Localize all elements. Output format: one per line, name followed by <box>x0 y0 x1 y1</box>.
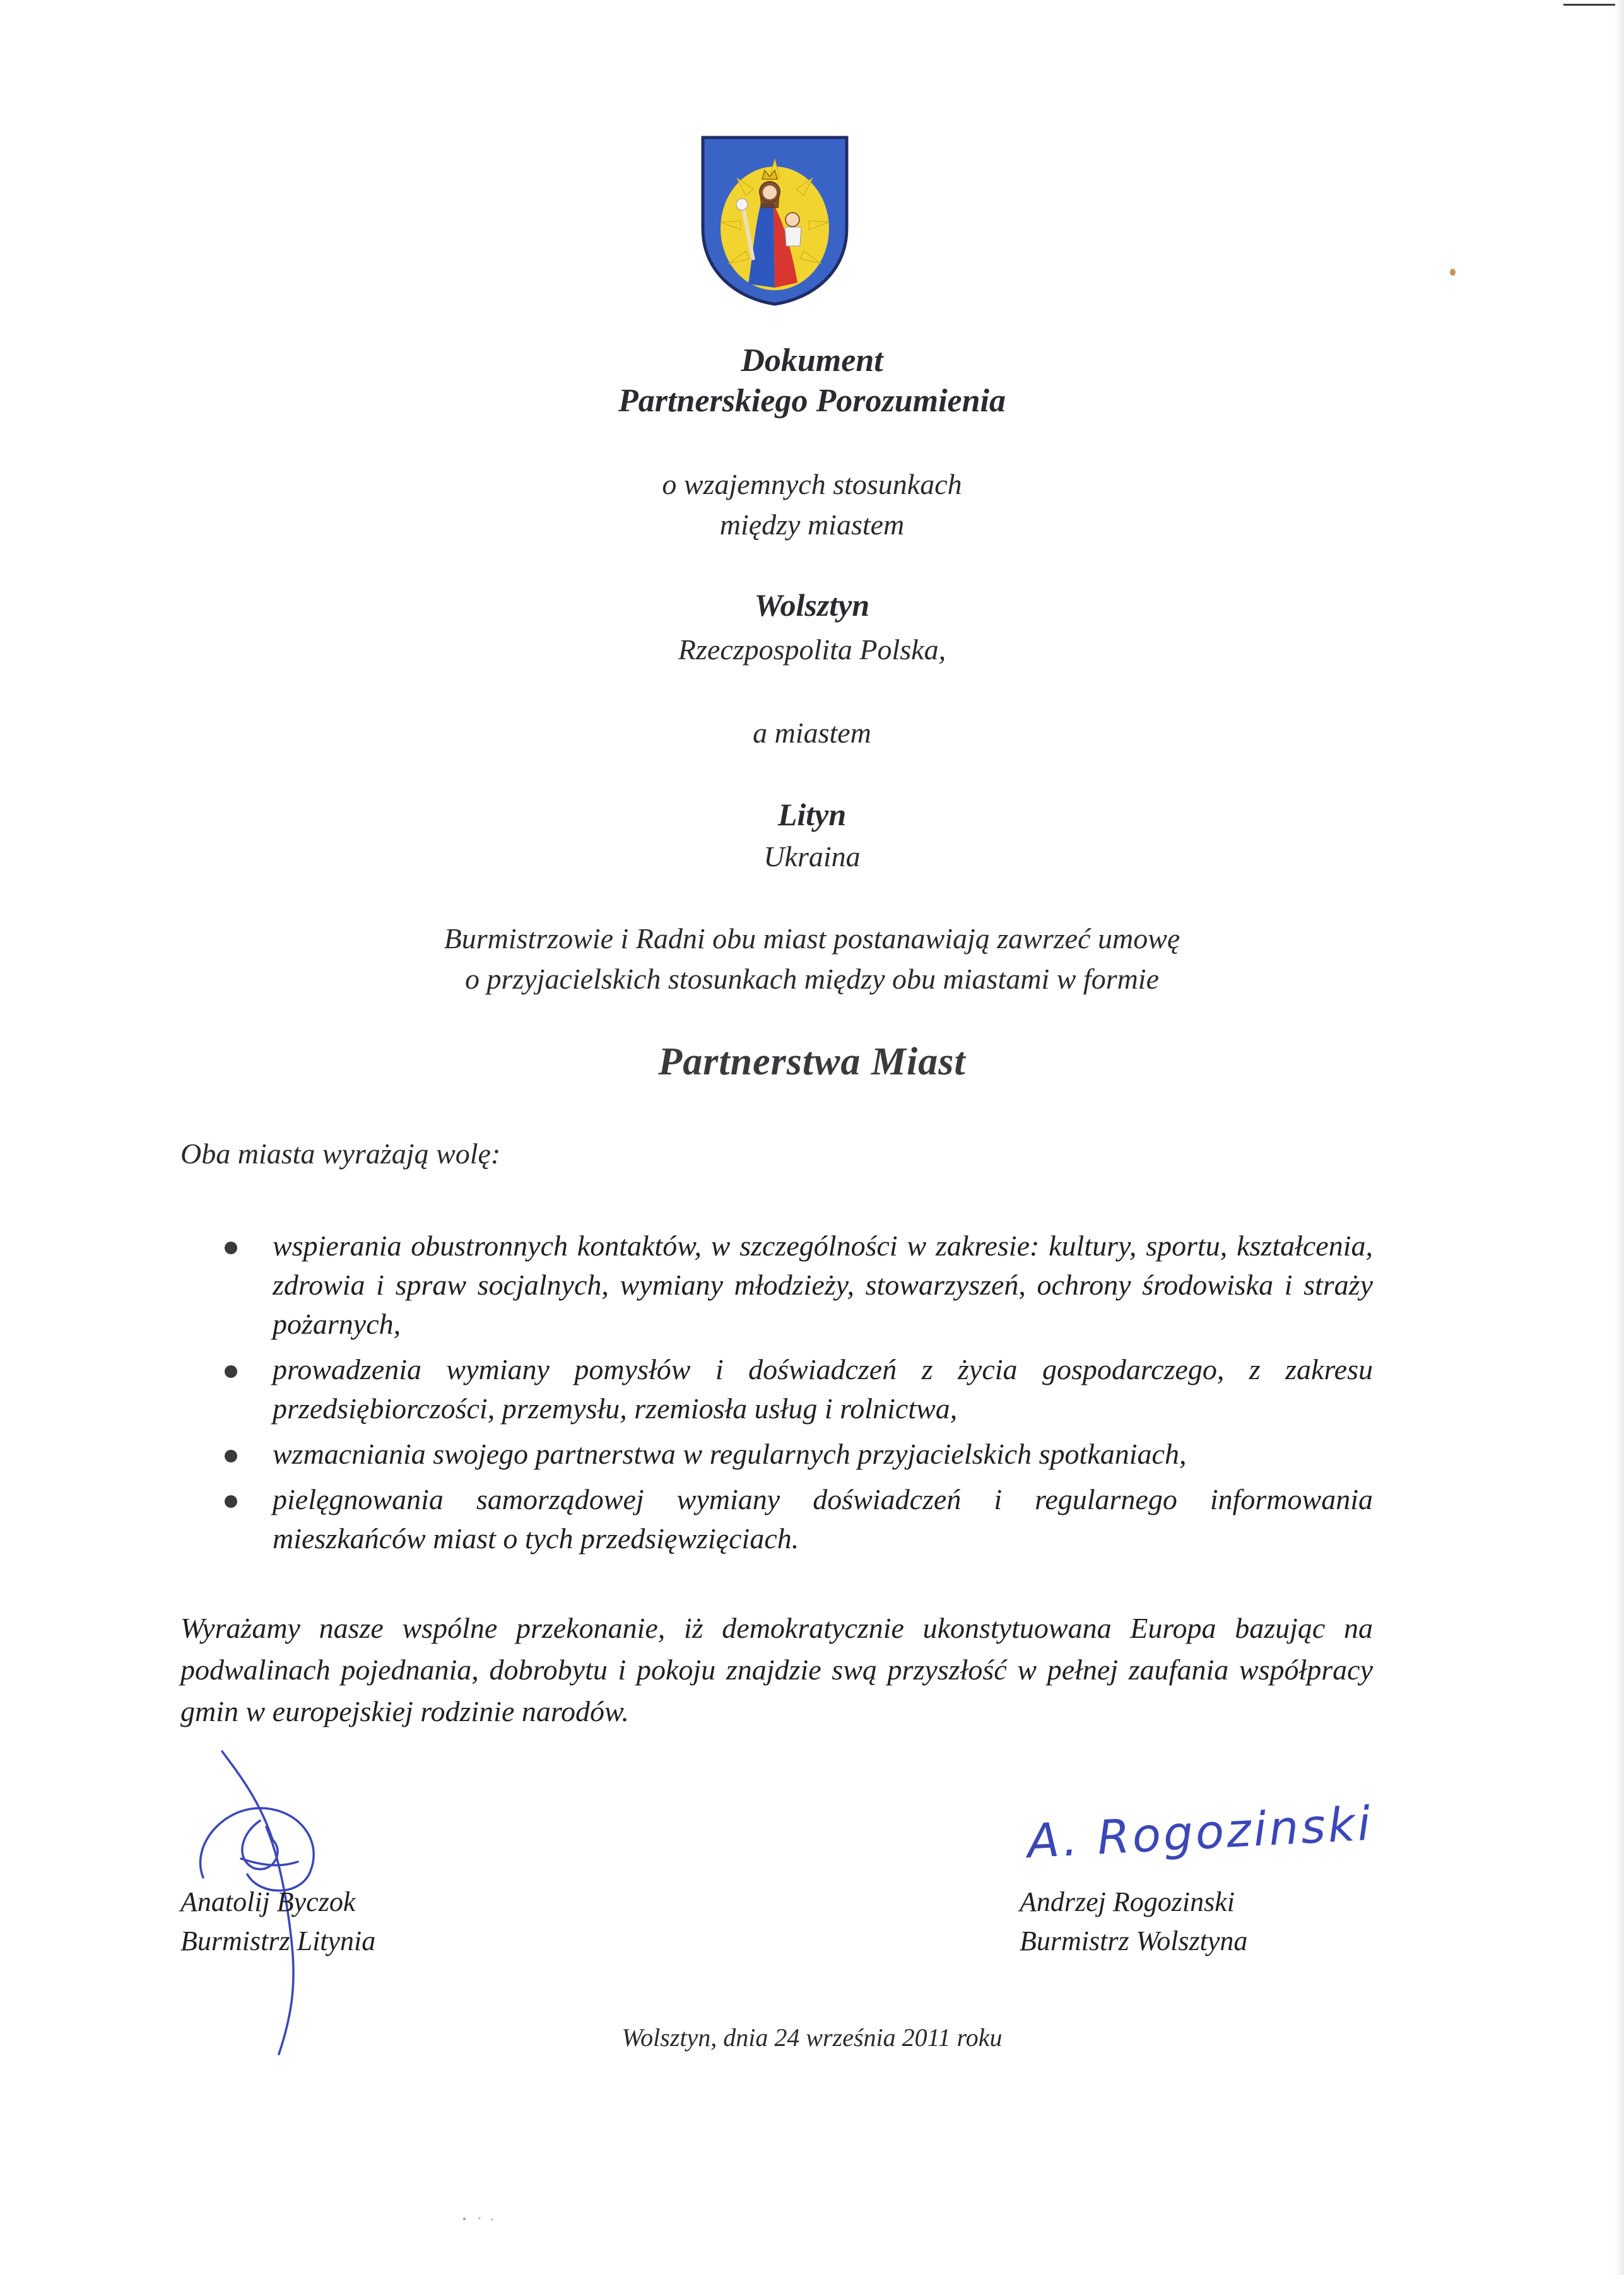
list-item-text: wspierania obustronnych kontaktów, w szczególności w zakresie: kultury, sportu, kształcenia, zdrowia i spraw socjalnych, wymiany młodzieży, stowarzyszeń, ochrony środowiska i straży pożarnych, <box>273 1230 1373 1340</box>
city2-country: Ukraina <box>763 840 861 873</box>
left-signatory-title: Burmistrz Litynia <box>180 1925 376 1956</box>
city1-name: Wolsztyn <box>754 587 870 623</box>
list-item-text: pielęgnowania samorządowej wymiany doświadczeń i regularnego informowania mieszkańców miast o tych przedsięwzięciach. <box>273 1483 1373 1555</box>
bullet-icon <box>225 1242 237 1254</box>
list-item <box>225 1350 1373 1428</box>
right-signatory-title: Burmistrz Wolsztyna <box>1020 1925 1248 1956</box>
left-signatory-name: Anatolij Byczok <box>180 1886 356 1917</box>
intro-text <box>0 464 1624 545</box>
scan-dust-marks <box>461 2216 498 2222</box>
title-line-2: Partnerskiego Porozumienia <box>618 383 1006 419</box>
main-heading-text: Partnerstwa Miast <box>658 1040 966 1083</box>
title-line-1: Dokument <box>741 343 883 379</box>
preamble-line-1: Burmistrzowie i Radni obu miast postanawiają zawrzeć umowę <box>444 922 1180 955</box>
main-heading <box>0 1040 1624 1085</box>
bullet-icon <box>225 1365 237 1378</box>
intro-line-2: między miastem <box>719 508 905 541</box>
city1-country: Rzeczpospolita Polska, <box>678 633 946 666</box>
will-intro: Oba miasta wyrażają wolę: <box>180 1138 501 1170</box>
city2-name: Lityn <box>777 797 847 832</box>
list-item-text: prowadzenia wymiany pomysłów i doświadczeń z życia gospodarczego, z zakresu przedsiębiorczości, przemysłu, rzemiosła usług i rolnictwa, <box>273 1353 1373 1425</box>
closing-paragraph: Wyrażamy nasze wspólne przekonanie, iż demokratycznie ukonstytuowana Europa bazując na podwalinach pojednania, dobrobytu i pokoju znajdzie swą przyszłość w pełnej zaufania współpracy gmin w europejskiej rodzinie narodów. <box>180 1612 1373 1727</box>
list-item <box>225 1226 1373 1344</box>
intentions-list <box>225 1226 1373 1565</box>
document-title <box>0 341 1624 421</box>
right-signatory <box>1020 1883 1247 1961</box>
coat-of-arms-logo <box>699 134 850 308</box>
bullet-icon <box>225 1495 237 1508</box>
list-item <box>225 1435 1373 1474</box>
right-signature-handwriting: A. Rogozinski <box>1026 1796 1375 1869</box>
connector-text: a miastem <box>753 717 871 749</box>
preamble <box>0 919 1624 999</box>
bullet-icon <box>225 1450 237 1462</box>
preamble-line-2: o przyjacielskich stosunkach między obu miastami w formie <box>464 963 1160 995</box>
right-signatory-name: Andrzej Rogozinski <box>1020 1886 1235 1917</box>
left-signatory <box>180 1883 375 1961</box>
intro-line-1: o wzajemnych stosunkach <box>662 468 962 500</box>
document-date: Wolsztyn, dnia 24 września 2011 roku <box>621 2023 1003 2052</box>
scan-speck <box>1450 269 1456 276</box>
list-item-text: wzmacniania swojego partnerstwa w regularnych przyjacielskich spotkaniach, <box>273 1438 1187 1470</box>
list-item <box>225 1480 1373 1558</box>
